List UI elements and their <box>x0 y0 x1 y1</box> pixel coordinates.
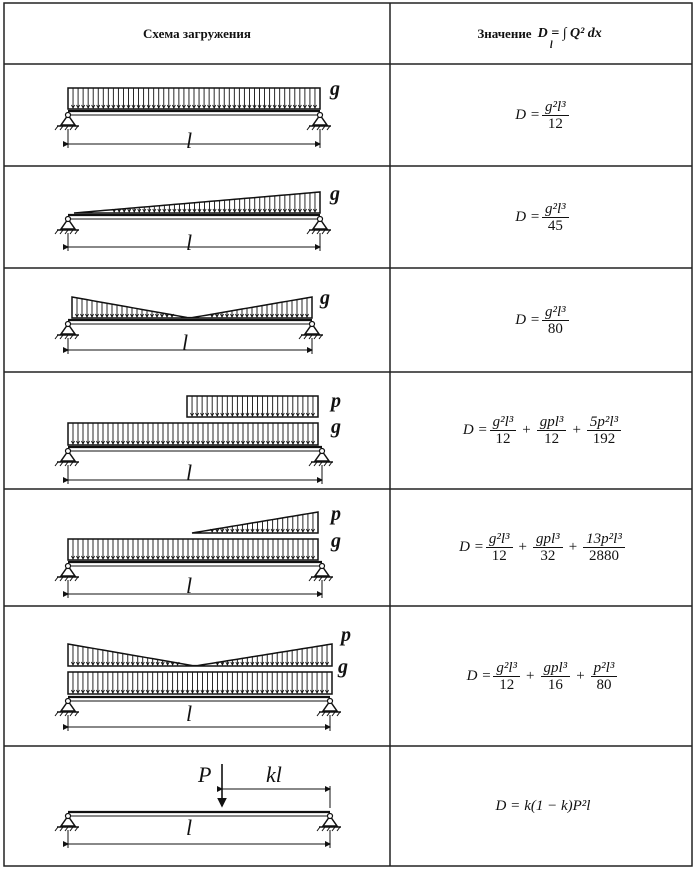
span-label-l: l <box>186 460 193 485</box>
span-label-l: l <box>182 330 189 355</box>
load-label-g: g <box>338 656 348 678</box>
formula-den: 12 <box>547 115 563 132</box>
formula-row-6: D = $\frac{\text{g²l³}}{12}$ + $\frac{\text{gpl³}}{16}$ + $\frac{\text{p²l³}}{80}$ <box>390 606 696 746</box>
dimension-label-kl: kl <box>266 762 282 787</box>
formula-num: g²l³ <box>542 201 569 218</box>
load-label-p: p <box>331 503 341 525</box>
span-label-l: l <box>186 573 193 598</box>
load-label-p: p <box>331 390 341 412</box>
header-scheme: Схема загружения <box>143 25 251 41</box>
force-label-P: P <box>198 762 212 787</box>
load-label-p: p <box>341 624 351 646</box>
header-formula: D = ∫ Q² dx <box>537 25 602 41</box>
span-label-l: l <box>186 230 193 255</box>
formula-row-7: D = k(1 − k)P²l <box>495 797 591 814</box>
load-label-g: g <box>330 78 340 100</box>
formula-row-4: D = $\frac{\text{g²l³}}{12}$ + $\frac{\text{gpl³}}{12}$ + $\frac{\text{5p²l³}}{192}$ <box>390 372 696 489</box>
formula-row-2: D = $\frac{\text{g²l³}}{45}$ <box>390 166 696 268</box>
triangular-load-g <box>74 192 320 213</box>
formula-den: 45 <box>547 217 563 234</box>
formula-row-1: D = $\frac{\text{g²l³}}{12}$ <box>390 64 696 166</box>
formula-num: g²l³ <box>542 304 569 321</box>
span-label-l: l <box>186 701 193 726</box>
header-value: Значение D = ∫ Q² dx l <box>477 25 602 51</box>
formula-row-5: D = $\frac{\text{g²l³}}{12}$ + $\frac{\text{gpl³}}{32}$ + $\frac{\text{13p²l³}}{2880}$ <box>390 489 696 606</box>
formula-num: g²l³ <box>542 99 569 116</box>
load-label-g: g <box>330 183 340 205</box>
load-label-g: g <box>331 530 341 552</box>
formula-den: 80 <box>547 320 563 337</box>
formula-row-3: D = $\frac{\text{g²l³}}{80}$ <box>390 268 696 372</box>
load-label-g: g <box>320 287 330 309</box>
span-label-l: l <box>186 815 193 840</box>
span-label-l: l <box>186 128 193 153</box>
scheme-layer <box>55 88 341 848</box>
load-label-g: g <box>331 416 341 438</box>
